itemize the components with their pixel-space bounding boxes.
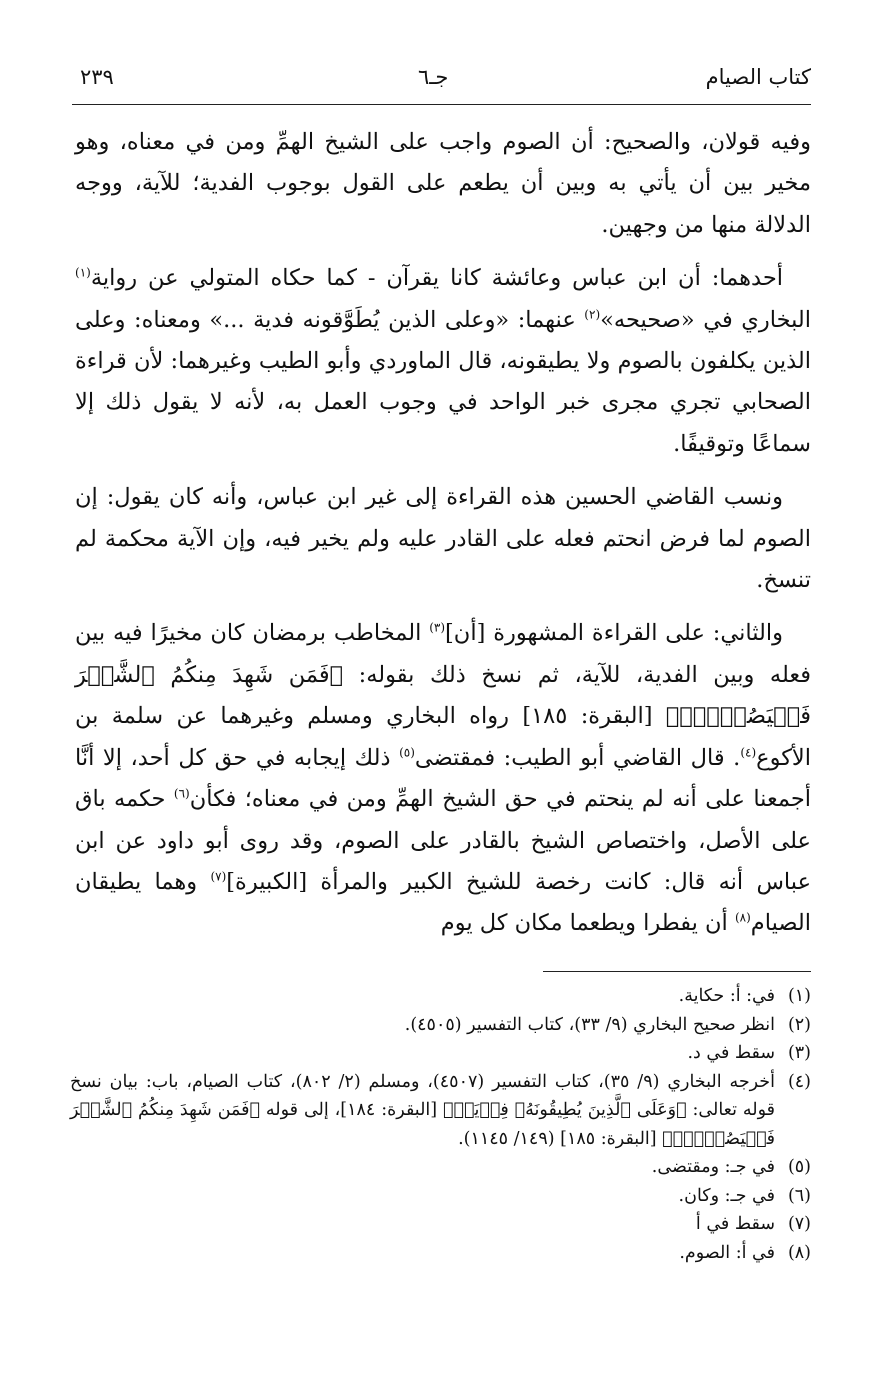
footnote-text: في جـ: وكان. bbox=[678, 1185, 775, 1206]
text-run: ونسب القاضي الحسين هذه القراءة إلى غير ابن عباس، وأنه كان يقول: إن الصوم لما فرض انحتم فعله على القادر عليه ولم يخير فيه، وإن الآية محكمة لم تنسخ. bbox=[75, 484, 811, 594]
footnotes bbox=[70, 982, 811, 1267]
page-number: ٢٣٩ bbox=[80, 65, 114, 89]
text-run: أحدهما: أن ابن عباس وعائشة كانا يقرآن - كما حكاه المتولي عن رواية bbox=[90, 265, 783, 292]
footnote-text: في أ: الصوم. bbox=[679, 1242, 775, 1263]
footnote-number: (٣) bbox=[787, 1043, 811, 1063]
footnote-marker: (٢) bbox=[584, 307, 601, 322]
paragraph bbox=[75, 122, 811, 246]
paragraph bbox=[75, 613, 811, 944]
footnote-text: سقط في أ bbox=[695, 1214, 775, 1234]
footnote-marker: (٦) bbox=[173, 786, 190, 801]
footnote-text: سقط في د. bbox=[687, 1043, 775, 1063]
footnote-marker: (٧) bbox=[210, 869, 227, 884]
footnote-item bbox=[70, 1068, 811, 1154]
footnote-item bbox=[70, 1239, 811, 1268]
footnote-item bbox=[70, 1153, 811, 1182]
text-run: والثاني: على القراءة المشهورة [أن] bbox=[445, 620, 784, 647]
volume-label: جـ٦ bbox=[418, 65, 449, 89]
footnote-number: (٧) bbox=[787, 1214, 811, 1234]
footnote-number: (٦) bbox=[787, 1185, 811, 1206]
footnote-marker: (٨) bbox=[734, 910, 751, 925]
footnote-marker: (٥) bbox=[399, 745, 415, 760]
footnote-text: انظر صحيح البخاري (٩/ ٣٣)، كتاب التفسير (٤٥٠٥). bbox=[404, 1014, 775, 1035]
text-run: عنهما: «وعلى الذين يُطَوَّقونه فدية ...» ومعناه: وعلى الذين يكلفون بالصوم ولا يطيقونه، قال الماوردي وأبو الطيب وغيرهما: لأن قراءة الصحابي تجري مجرى خبر الواحد في وجوب العمل به، لأنه لا يقول ذلك إلا سماعًا وتوقيفًا. bbox=[75, 306, 811, 457]
footnote-number: (٢) bbox=[787, 1014, 811, 1035]
text-run: أن يفطرا ويطعما مكان كل يوم bbox=[440, 910, 735, 937]
text-run: المخاطب برمضان كان مخيرًا فيه بين فعله وبين الفدية، للآية، ثم نسخ ذلك بقوله: ﴿فَمَن شَهِدَ مِنكُمُ ٱلشَّهۡرَ فَلۡيَصُمۡهُۖ﴾ [البقرة: ١٨٥] رواه البخاري ومسلم وغيرهما عن سلمة بن الأكوع bbox=[75, 620, 811, 771]
footnote-item bbox=[70, 1182, 811, 1211]
header-divider bbox=[72, 104, 811, 105]
footnote-number: (٤) bbox=[787, 1071, 811, 1092]
footnote-number: (١) bbox=[787, 986, 811, 1006]
footnote-divider bbox=[543, 971, 811, 972]
footnote-number: (٨) bbox=[787, 1242, 811, 1263]
footnote-item bbox=[70, 1011, 811, 1040]
text-run: ذلك إيجابه في حق كل أحد، إلا أنَّا أجمعنا على أنه لم ينحتم في حق الشيخ الهمِّ ومن في معناه؛ فكأن bbox=[75, 744, 811, 813]
footnote-item bbox=[70, 1039, 811, 1068]
text-run: البخاري في «صحيحه» bbox=[600, 306, 811, 333]
footnote-marker: (١) bbox=[75, 265, 91, 280]
text-run: . قال القاضي أبو الطيب: فمقتضى bbox=[414, 744, 741, 771]
paragraph bbox=[75, 477, 811, 601]
footnote-number: (٥) bbox=[787, 1157, 811, 1177]
footnote-text: في: أ: حكاية. bbox=[678, 986, 775, 1006]
footnote-item bbox=[70, 1210, 811, 1239]
footnote-text: في جـ: ومقتضى. bbox=[651, 1157, 775, 1177]
running-header bbox=[72, 58, 811, 96]
footnote-marker: (٤) bbox=[740, 745, 757, 760]
paragraph bbox=[75, 258, 811, 465]
text-run: وفيه قولان، والصحيح: أن الصوم واجب على الشيخ الهمِّ ومن في معناه، وهو مخير بين أن يأتي به وبين أن يطعم على القول بوجوب الفدية؛ للآية، ووجه الدلالة منها من وجهين. bbox=[75, 129, 811, 238]
footnote-item bbox=[70, 982, 811, 1011]
footnote-text: أخرجه البخاري (٩/ ٣٥)، كتاب التفسير (٤٥٠٧)، ومسلم (٢/ ٨٠٢)، كتاب الصيام، باب: بيان نسخ قوله تعالى: ﴿وَعَلَى ٱلَّذِينَ يُطِيقُونَهُۥ فِدۡيَةٞ﴾ [البقرة: ١٨٤]، إلى قوله ﴿فَمَن شَهِدَ مِنكُمُ ٱلشَّهۡرَ فَلۡيَصُمۡهُۖ﴾ [البقرة: ١٨٥] (١٤٩/ ١١٤٥). bbox=[70, 1071, 775, 1149]
main-text bbox=[75, 122, 811, 957]
chapter-title: كتاب الصيام bbox=[705, 65, 811, 89]
text-run: حكمه باق على الأصل، واختصاص الشيخ بالقادر على الصوم، وقد روى أبو داود عن ابن عباس أنه قال: كانت رخصة للشيخ الكبير والمرأة [الكبيرة] bbox=[75, 786, 811, 895]
footnote-marker: (٣) bbox=[429, 620, 446, 635]
text-run: وهما يطيقان الصيام bbox=[75, 868, 811, 937]
